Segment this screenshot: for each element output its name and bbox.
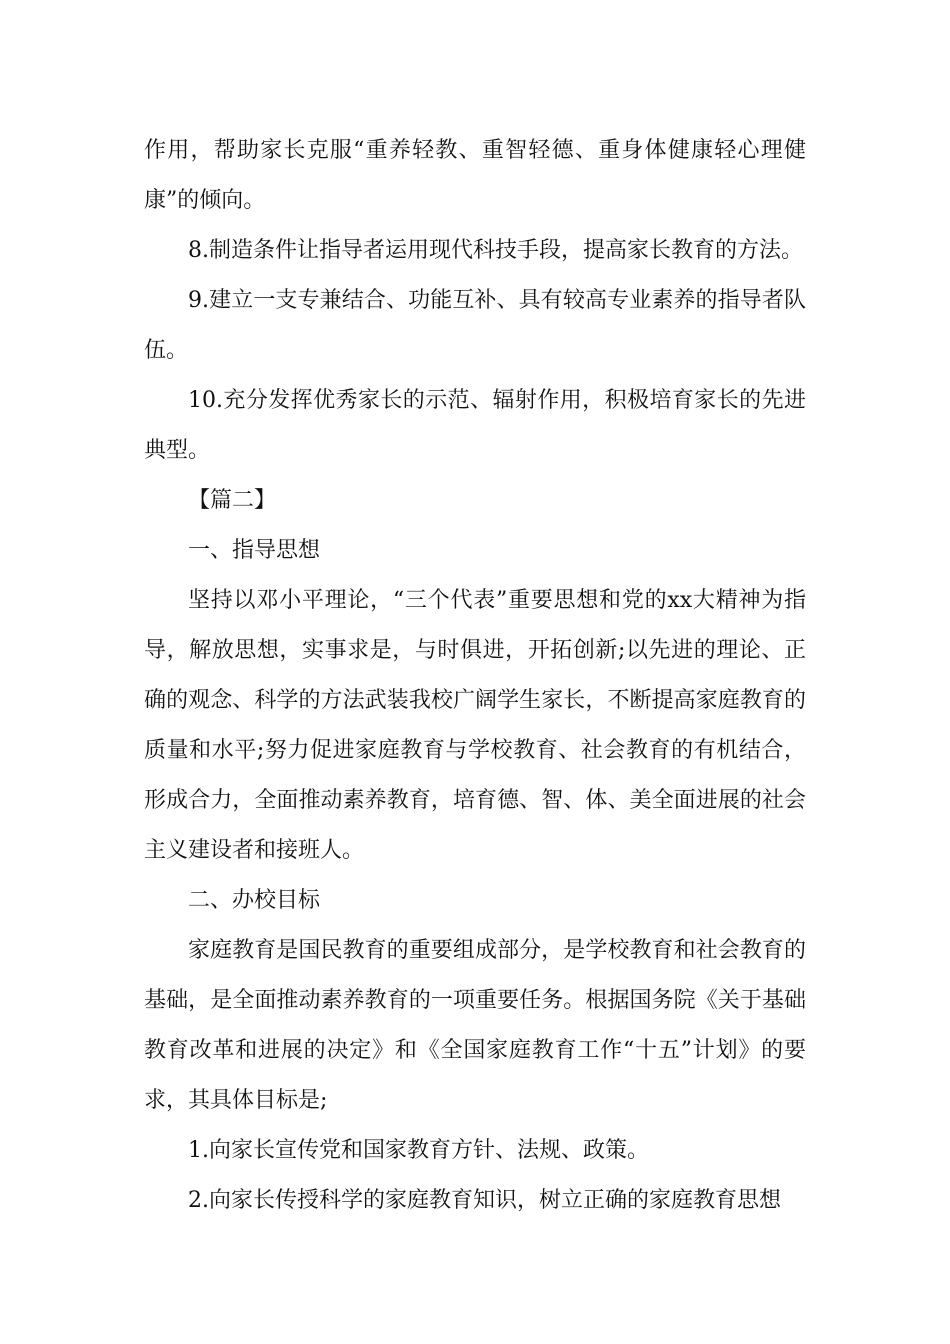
goal-item-1: 1.向家长宣传党和国家教育方针、法规、政策。 <box>188 1138 649 1163</box>
document-body <box>144 126 806 1226</box>
heading-school-goals: 二、办校目标 <box>188 888 321 913</box>
list-item-9: 9.建立一支专兼结合、功能互补、具有较高专业素养的指导者队伍。 <box>144 288 806 363</box>
goal-item-2: 2.向家长传授科学的家庭教育知识，树立正确的家庭教育思想 <box>188 1188 781 1213</box>
paragraph-school-goals: 家庭教育是国民教育的重要组成部分，是学校教育和社会教育的基础，是全面推动素养教育的一项重要任务。根据国务院《关于基础教育改革和进展的决定》和《全国家庭教育工作“十五”计划》的要求，其具体目标是; <box>144 938 806 1113</box>
heading-guiding-ideology: 一、指导思想 <box>188 538 321 563</box>
list-item-10: 10.充分发挥优秀家长的示范、辐射作用，积极培育家长的先进典型。 <box>144 388 806 463</box>
paragraph-guiding-ideology: 坚持以邓小平理论，“三个代表”重要思想和党的xx大精神为指导，解放思想，实事求是，与时俱进，开拓创新;以先进的理论、正确的观念、科学的方法武装我校广阔学生家长，不断提高家庭教育的质量和水平;努力促进家庭教育与学校教育、社会教育的有机结合，形成合力，全面推动素养教育，培育德、智、体、美全面进展的社会主义建设者和接班人。 <box>144 588 806 863</box>
paragraph-continuation: 作用，帮助家长克服“重养轻教、重智轻德、重身体健康轻心理健康”的倾向。 <box>144 138 806 213</box>
list-item-8: 8.制造条件让指导者运用现代科技手段，提高家长教育的方法。 <box>188 238 803 263</box>
section-marker: 【篇二】 <box>188 488 277 513</box>
